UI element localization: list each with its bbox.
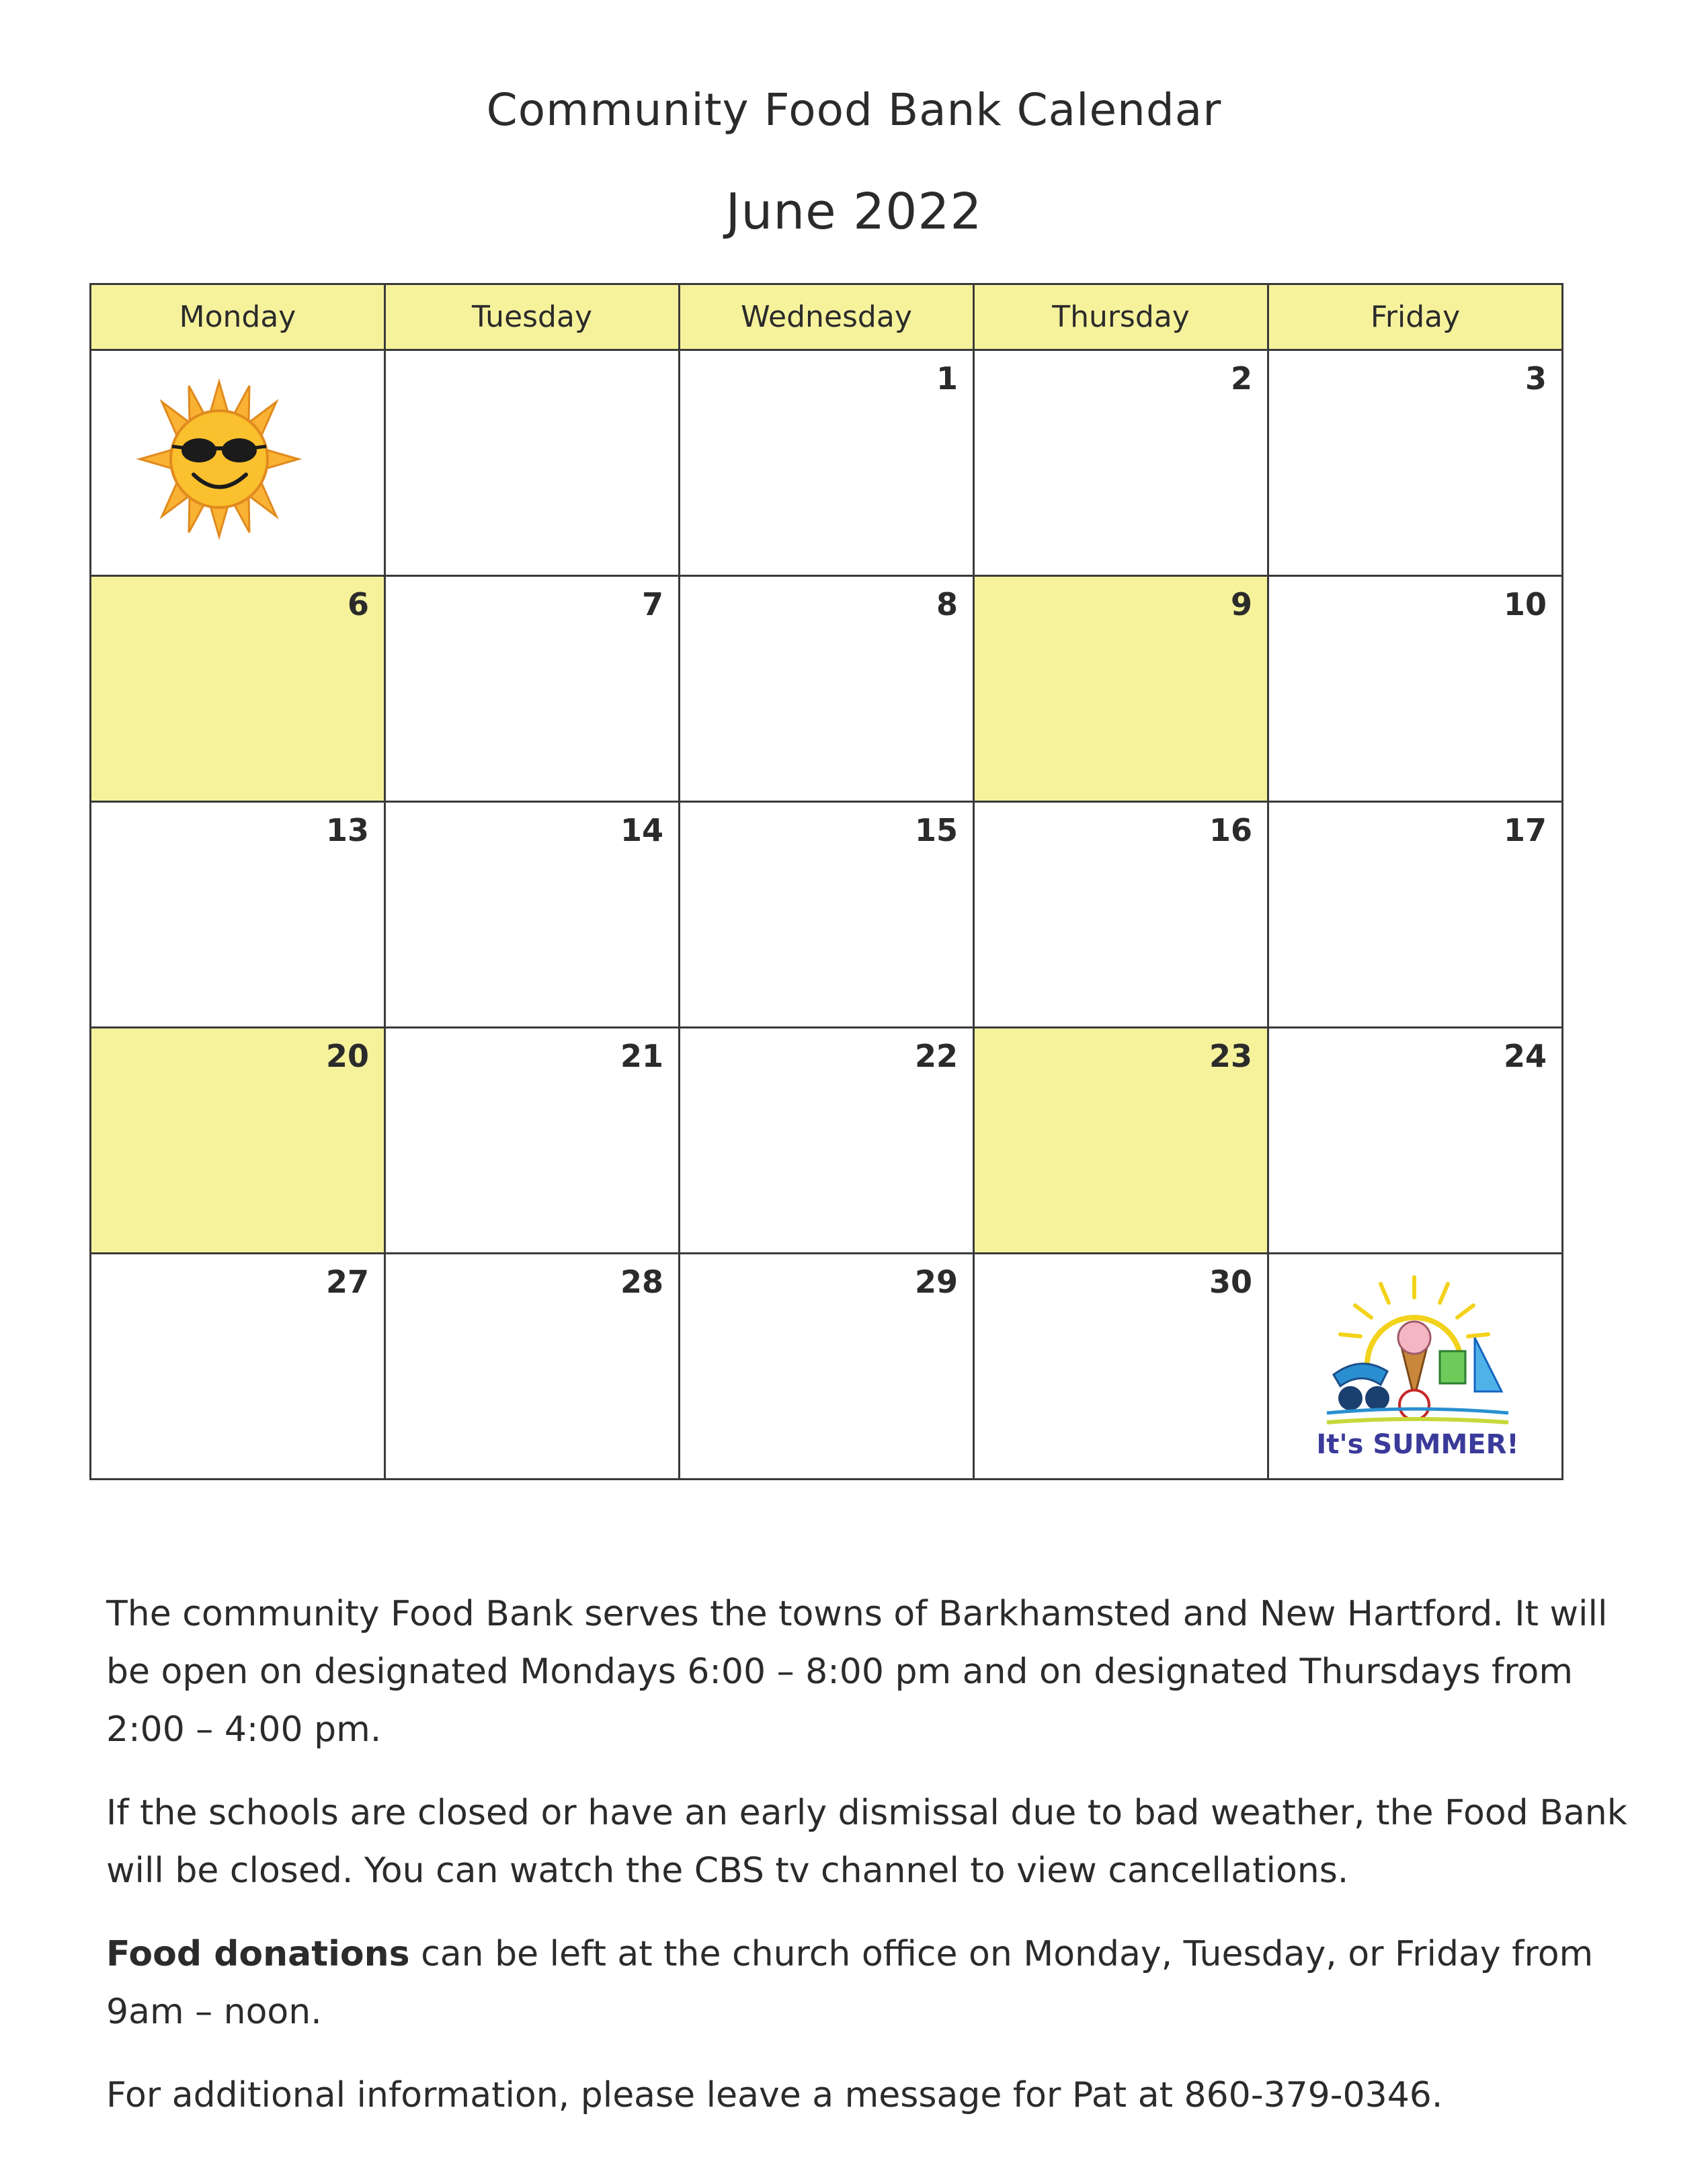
day-cell	[680, 576, 974, 802]
sun-sunglasses-icon	[132, 375, 307, 543]
week-row	[91, 576, 1563, 802]
day-number: 30	[1209, 1264, 1252, 1300]
day-cell	[680, 1254, 974, 1480]
day-number: 15	[914, 812, 958, 848]
day-number: 29	[914, 1264, 958, 1300]
day-cell	[385, 350, 680, 576]
day-number: 8	[936, 586, 958, 622]
day-cell	[680, 350, 974, 576]
day-cell	[91, 350, 385, 576]
day-cell	[91, 802, 385, 1028]
notes-paragraph-hours: The community Food Bank serves the towns of Barkhamsted and New Hartford. It will be open on designated Mondays 6:00 – 8:00 pm and on designated Thursdays from 2:00 – 4:00 pm.	[106, 1594, 1608, 1750]
day-cell	[680, 1028, 974, 1254]
summer-clipart-icon	[1313, 1264, 1522, 1465]
day-number: 22	[914, 1038, 958, 1074]
day-number: 1	[936, 360, 958, 397]
day-cell	[385, 576, 680, 802]
notes-paragraph-donations	[106, 1925, 1659, 2041]
week-row	[91, 350, 1563, 576]
day-number: 6	[347, 586, 369, 622]
open-day-cell	[91, 1028, 385, 1254]
day-cell	[1268, 1254, 1563, 1480]
day-cell	[974, 802, 1268, 1028]
day-number: 20	[325, 1038, 369, 1074]
open-day-cell	[974, 576, 1268, 802]
day-cell	[1268, 576, 1563, 802]
day-number: 3	[1524, 360, 1547, 397]
day-number: 16	[1209, 812, 1252, 848]
week-row	[91, 1028, 1563, 1254]
day-cell	[385, 1254, 680, 1480]
day-cell	[1268, 1028, 1563, 1254]
page-title: Community Food Bank Calendar	[486, 84, 1222, 136]
day-number: 23	[1209, 1038, 1252, 1074]
day-cell	[385, 1028, 680, 1254]
day-number: 27	[325, 1264, 369, 1300]
weekday-header-row	[91, 284, 1563, 350]
summer-clipart-text: It's SUMMER!	[1316, 1429, 1519, 1460]
weekday-friday: Friday	[1268, 284, 1563, 350]
calendar-table	[89, 283, 1563, 1480]
day-number: 28	[620, 1264, 663, 1300]
notes-paragraph-weather: If the schools are closed or have an early dismissal due to bad weather, the Food Bank will be closed. You can watch the CBS tv channel to view cancellations.	[106, 1793, 1627, 1891]
day-cell	[1268, 802, 1563, 1028]
day-cell	[680, 802, 974, 1028]
day-number: 13	[325, 812, 369, 848]
day-number: 7	[641, 586, 663, 622]
notes-paragraph-contact: For additional information, please leave a message for Pat at 860-379-0346.	[106, 2075, 1443, 2115]
day-cell	[1268, 350, 1563, 576]
week-row	[91, 802, 1563, 1028]
open-day-cell	[91, 576, 385, 802]
weekday-thursday: Thursday	[974, 284, 1268, 350]
month-title: June 2022	[725, 183, 983, 241]
day-number: 10	[1503, 586, 1547, 622]
day-cell	[385, 802, 680, 1028]
weekday-tuesday: Tuesday	[385, 284, 680, 350]
day-cell	[974, 350, 1268, 576]
day-number: 9	[1230, 586, 1252, 622]
week-row	[91, 1254, 1563, 1480]
weekday-monday: Monday	[91, 284, 385, 350]
day-number: 21	[620, 1038, 663, 1074]
day-cell	[91, 1254, 385, 1480]
weekday-wednesday: Wednesday	[680, 284, 974, 350]
day-cell	[974, 1254, 1268, 1480]
open-day-cell	[974, 1028, 1268, 1254]
notes-section	[106, 1585, 1659, 2150]
donations-text: can be left at the church office on Monday, Tuesday, or Friday from 9am – noon.	[106, 1934, 1594, 2032]
day-number: 24	[1503, 1038, 1547, 1074]
day-number: 14	[620, 812, 663, 848]
day-number: 17	[1503, 812, 1547, 848]
day-number: 2	[1230, 360, 1252, 397]
donations-label: Food donations	[106, 1934, 410, 1974]
